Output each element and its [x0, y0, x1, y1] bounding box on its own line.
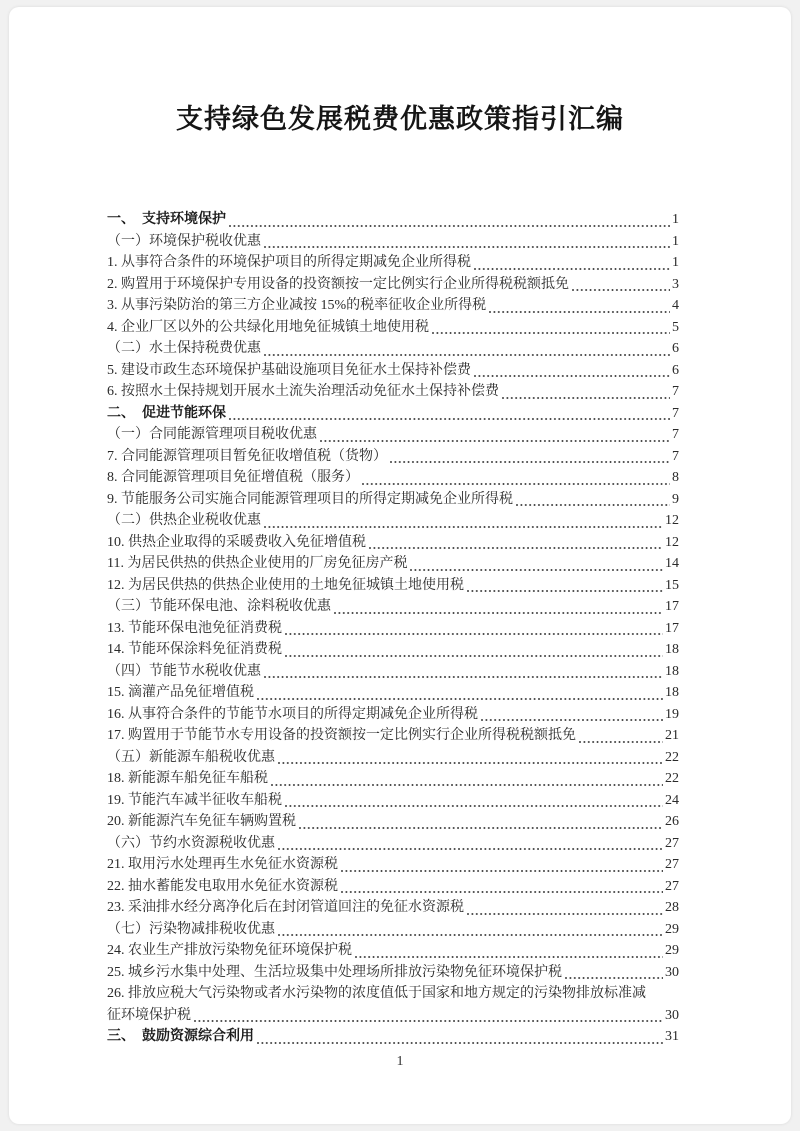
- toc-leader-dots: [271, 784, 663, 786]
- toc-entry-line: [107, 596, 679, 618]
- toc-page-number: 18: [665, 642, 679, 657]
- toc-entry-text: 26. 排放应税大气污染物或者水污染物的浓度值低于国家和地方规定的污染物排放标准减: [107, 986, 646, 1001]
- toc-entry-line: [107, 983, 679, 1005]
- toc-leader-dots: [299, 827, 663, 829]
- toc-page-number: 14: [665, 556, 679, 571]
- toc-entry-line: [107, 897, 679, 919]
- toc-entry-text: （七）污染物减排税收优惠: [107, 921, 275, 937]
- toc-leader-dots: [467, 590, 663, 592]
- toc-entry-line: [107, 360, 679, 382]
- toc-entry-line: [107, 424, 679, 446]
- toc-page-number: 4: [672, 298, 679, 313]
- toc-entry-line: [107, 446, 679, 468]
- toc-page-number: 22: [665, 749, 679, 765]
- document-page: [9, 7, 791, 1124]
- toc-page-number: 28: [665, 900, 679, 915]
- toc-leader-dots: [390, 461, 670, 463]
- toc-entry-text: 11. 为居民供热的供热企业使用的厂房免征房产税: [107, 556, 408, 571]
- toc-page-number: 5: [672, 319, 679, 335]
- toc-page-number: 12: [665, 513, 679, 528]
- toc-entry-text: 3. 从事污染防治的第三方企业减按 15%的税率征收企业所得税: [107, 298, 487, 313]
- toc-page-number: 17: [665, 599, 679, 614]
- toc-leader-dots: [257, 698, 663, 700]
- toc-entry-line: [107, 725, 679, 747]
- toc-leader-dots: [320, 440, 670, 442]
- toc-entry-line: [107, 833, 679, 855]
- toc-leader-dots: [341, 870, 663, 872]
- toc-entry-text: 17. 购置用于节能节水专用设备的投资额按一定比例实行企业所得税税额抵免: [107, 728, 576, 743]
- toc-page-number: 17: [665, 620, 679, 636]
- toc-leader-dots: [579, 741, 663, 743]
- toc-page-number: 27: [665, 878, 679, 894]
- toc-leader-dots: [264, 526, 663, 528]
- toc-page-number: 22: [665, 771, 679, 786]
- toc-entry-line: [107, 704, 679, 726]
- toc-entry-line: [107, 811, 679, 833]
- toc-entry-line: [107, 1026, 679, 1048]
- toc-leader-dots: [278, 762, 663, 764]
- toc-entry-line: [107, 639, 679, 661]
- toc-entry-text: 14. 节能环保涂料免征消费税: [107, 642, 282, 657]
- toc-leader-dots: [334, 612, 663, 614]
- toc-entry-text: 6. 按照水土保持规划开展水土流失治理活动免征水土保持补偿费: [107, 384, 499, 399]
- toc-page-number: 12: [665, 534, 679, 550]
- toc-entry-text: （二）供热企业税收优惠: [107, 513, 261, 528]
- toc-page-number: 27: [665, 835, 679, 851]
- toc-entry-line: [107, 295, 679, 317]
- toc-entry-line: [107, 317, 679, 339]
- toc-entry-text: 一、 支持环境保护: [107, 212, 226, 227]
- toc-entry-line: [107, 575, 679, 597]
- toc-entry-line: [107, 876, 679, 898]
- toc-entry-line: [107, 747, 679, 769]
- toc-entry-text: （一）环境保护税收优惠: [107, 233, 261, 249]
- toc-leader-dots: [264, 676, 663, 678]
- toc-leader-dots: [194, 1020, 663, 1022]
- toc-page-number: 6: [672, 362, 679, 378]
- toc-leader-dots: [362, 483, 670, 485]
- toc-leader-dots: [516, 504, 670, 506]
- toc-entry-text: （五）新能源车船税收优惠: [107, 749, 275, 765]
- toc-entry-text: 8. 合同能源管理项目免征增值税（服务）: [107, 470, 359, 485]
- toc-page-number: 30: [665, 1007, 679, 1023]
- toc-page-number: 19: [665, 706, 679, 722]
- toc-entry-line: [107, 553, 679, 575]
- toc-page-number: 6: [672, 341, 679, 356]
- toc-entry-text: 19. 节能汽车减半征收车船税: [107, 792, 282, 808]
- toc-entry-line: [107, 854, 679, 876]
- toc-entry-text: （六）节约水资源税收优惠: [107, 835, 275, 851]
- toc-entry-text: 15. 滴灌产品免征增值税: [107, 685, 254, 700]
- toc-entry-line: [107, 274, 679, 296]
- toc-entry-line: [107, 381, 679, 403]
- toc-page-number: 27: [665, 857, 679, 872]
- toc-entry-text: （二）水土保持税费优惠: [107, 341, 261, 356]
- toc-page-number: 21: [665, 728, 679, 743]
- toc-entry-text: 21. 取用污水处理再生水免征水资源税: [107, 857, 338, 872]
- toc-leader-dots: [285, 655, 663, 657]
- toc-entry-line: [107, 1005, 679, 1027]
- toc-entry-text: 10. 供热企业取得的采暖费收入免征增值税: [107, 534, 366, 550]
- toc-leader-dots: [565, 977, 663, 979]
- toc-entry-text: （一）合同能源管理项目税收优惠: [107, 427, 317, 442]
- toc-entry-line: [107, 682, 679, 704]
- toc-leader-dots: [355, 956, 663, 958]
- toc-entry-text: 二、 促进节能环保: [107, 405, 226, 421]
- footer-page-number: 1: [396, 1054, 404, 1069]
- toc-entry-text: 13. 节能环保电池免征消费税: [107, 620, 282, 636]
- toc-leader-dots: [229, 225, 670, 227]
- toc-leader-dots: [264, 354, 670, 356]
- toc-page-number: 7: [672, 384, 679, 399]
- toc-leader-dots: [285, 805, 663, 807]
- toc-entry-line: [107, 790, 679, 812]
- toc-entry-text: 5. 建设市政生态环境保护基础设施项目免征水土保持补偿费: [107, 362, 471, 378]
- toc-leader-dots: [229, 418, 670, 420]
- toc-page-number: 30: [665, 964, 679, 980]
- toc-page-number: 7: [672, 448, 679, 464]
- toc-page-number: 15: [665, 577, 679, 593]
- toc-leader-dots: [285, 633, 663, 635]
- toc-entry-line: [107, 231, 679, 253]
- toc-leader-dots: [410, 569, 663, 571]
- toc-page-number: 31: [665, 1029, 679, 1044]
- page-title: 支持绿色发展税费优惠政策指引汇编: [176, 104, 624, 134]
- toc-entry-text: 12. 为居民供热的供热企业使用的土地免征城镇土地使用税: [107, 577, 464, 593]
- toc-page-number: 7: [672, 405, 679, 421]
- toc-page-number: 26: [665, 814, 679, 829]
- toc-entry-line: [107, 338, 679, 360]
- toc-leader-dots: [502, 397, 670, 399]
- toc-entry-line: [107, 919, 679, 941]
- toc-entry-line: [107, 962, 679, 984]
- toc-leader-dots: [278, 934, 663, 936]
- toc-entry-text: 4. 企业厂区以外的公共绿化用地免征城镇土地使用税: [107, 319, 429, 335]
- toc-entry-line: [107, 618, 679, 640]
- toc-entry-text: （三）节能环保电池、涂料税收优惠: [107, 599, 331, 614]
- toc-entry-text: 18. 新能源车船免征车船税: [107, 771, 268, 786]
- toc-leader-dots: [278, 848, 663, 850]
- toc-leader-dots: [467, 913, 663, 915]
- toc-entry-text: 三、 鼓励资源综合利用: [107, 1029, 254, 1044]
- toc-leader-dots: [257, 1042, 663, 1044]
- toc-entry-line: [107, 209, 679, 231]
- toc-entry-line: [107, 252, 679, 274]
- toc-entry-text: 22. 抽水蓄能发电取用水免征水资源税: [107, 878, 338, 894]
- toc-page-number: 9: [672, 491, 679, 507]
- toc-leader-dots: [481, 719, 663, 721]
- toc-entry-line: [107, 768, 679, 790]
- toc-page-number: 29: [665, 943, 679, 958]
- toc-entry-text: 7. 合同能源管理项目暂免征收增值税（货物）: [107, 448, 387, 464]
- toc-entry-line: [107, 489, 679, 511]
- toc-page-number: 1: [672, 233, 679, 249]
- toc-page-number: 18: [665, 685, 679, 700]
- toc-entry-text: 征环境保护税: [107, 1007, 191, 1023]
- toc-entry-line: [107, 510, 679, 532]
- toc-page-number: 8: [672, 470, 679, 485]
- toc-page-number: 24: [665, 792, 679, 808]
- toc-leader-dots: [264, 246, 670, 248]
- toc-entry-text: 16. 从事符合条件的节能节水项目的所得定期减免企业所得税: [107, 706, 478, 722]
- toc-page-number: 1: [672, 255, 679, 270]
- table-of-contents: [9, 209, 791, 1048]
- toc-page-number: 7: [672, 427, 679, 442]
- toc-leader-dots: [474, 375, 670, 377]
- toc-leader-dots: [474, 268, 670, 270]
- toc-entry-line: [107, 403, 679, 425]
- toc-entry-text: 9. 节能服务公司实施合同能源管理项目的所得定期减免企业所得税: [107, 491, 513, 507]
- toc-page-number: 29: [665, 921, 679, 937]
- toc-entry-text: 20. 新能源汽车免征车辆购置税: [107, 814, 296, 829]
- toc-leader-dots: [489, 311, 670, 313]
- toc-entry-text: 25. 城乡污水集中处理、生活垃圾集中处理场所排放污染物免征环境保护税: [107, 964, 562, 980]
- toc-page-number: 3: [672, 276, 679, 292]
- toc-entry-line: [107, 467, 679, 489]
- toc-leader-dots: [369, 547, 663, 549]
- toc-entry-text: 23. 采油排水经分离净化后在封闭管道回注的免征水资源税: [107, 900, 464, 915]
- toc-leader-dots: [341, 891, 663, 893]
- toc-page-number: 1: [672, 212, 679, 227]
- toc-entry-line: [107, 532, 679, 554]
- toc-entry-line: [107, 940, 679, 962]
- toc-entry-text: 2. 购置用于环境保护专用设备的投资额按一定比例实行企业所得税税额抵免: [107, 276, 569, 292]
- toc-entry-text: （四）节能节水税收优惠: [107, 663, 261, 679]
- toc-leader-dots: [432, 332, 670, 334]
- toc-entry-line: [107, 661, 679, 683]
- toc-entry-text: 1. 从事符合条件的环境保护项目的所得定期减免企业所得税: [107, 255, 471, 270]
- toc-page-number: 18: [665, 663, 679, 679]
- toc-entry-text: 24. 农业生产排放污染物免征环境保护税: [107, 943, 352, 958]
- toc-leader-dots: [572, 289, 670, 291]
